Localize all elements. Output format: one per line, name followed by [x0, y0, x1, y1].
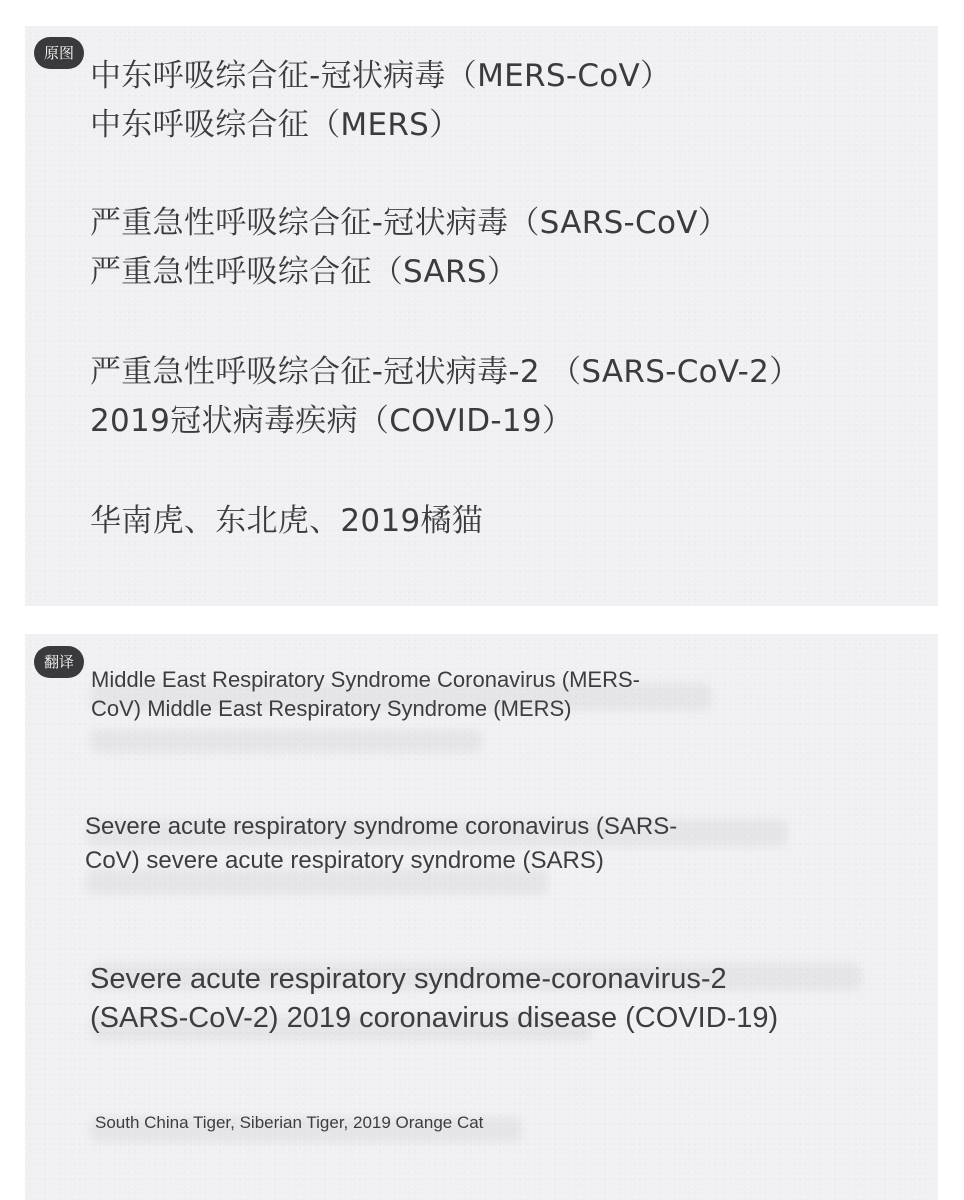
translation-badge: 翻译 [34, 646, 84, 678]
ghost-text [91, 730, 481, 752]
translation-line: CoV) Middle East Respiratory Syndrome (MERS) [91, 696, 572, 721]
translation-line: Severe acute respiratory syndrome coronavirus (SARS- [85, 813, 678, 840]
translation-panel [25, 634, 938, 1200]
original-line: 严重急性呼吸综合征-冠状病毒（SARS-CoV） [90, 205, 730, 241]
translation-line: (SARS-CoV-2) 2019 coronavirus disease (COVID-19) [90, 1002, 779, 1034]
original-line: 中东呼吸综合征（MERS） [90, 107, 461, 143]
original-text-panel [25, 26, 938, 606]
original-badge: 原图 [34, 37, 84, 69]
translation-line: Middle East Respiratory Syndrome Coronavirus (MERS- [91, 667, 640, 692]
original-line: 华南虎、东北虎、2019橘猫 [90, 503, 484, 539]
original-line: 中东呼吸综合征-冠状病毒（MERS-CoV） [90, 58, 672, 94]
original-line: 严重急性呼吸综合征-冠状病毒-2 （SARS-CoV-2） [90, 354, 801, 390]
translation-line: CoV) severe acute respiratory syndrome (SARS) [85, 847, 604, 874]
translation-line: South China Tiger, Siberian Tiger, 2019 Orange Cat [95, 1113, 484, 1132]
translation-line: Severe acute respiratory syndrome-coronavirus-2 [90, 963, 727, 995]
original-line: 严重急性呼吸综合征（SARS） [90, 254, 519, 290]
original-line: 2019冠状病毒疾病（COVID-19） [90, 403, 574, 439]
